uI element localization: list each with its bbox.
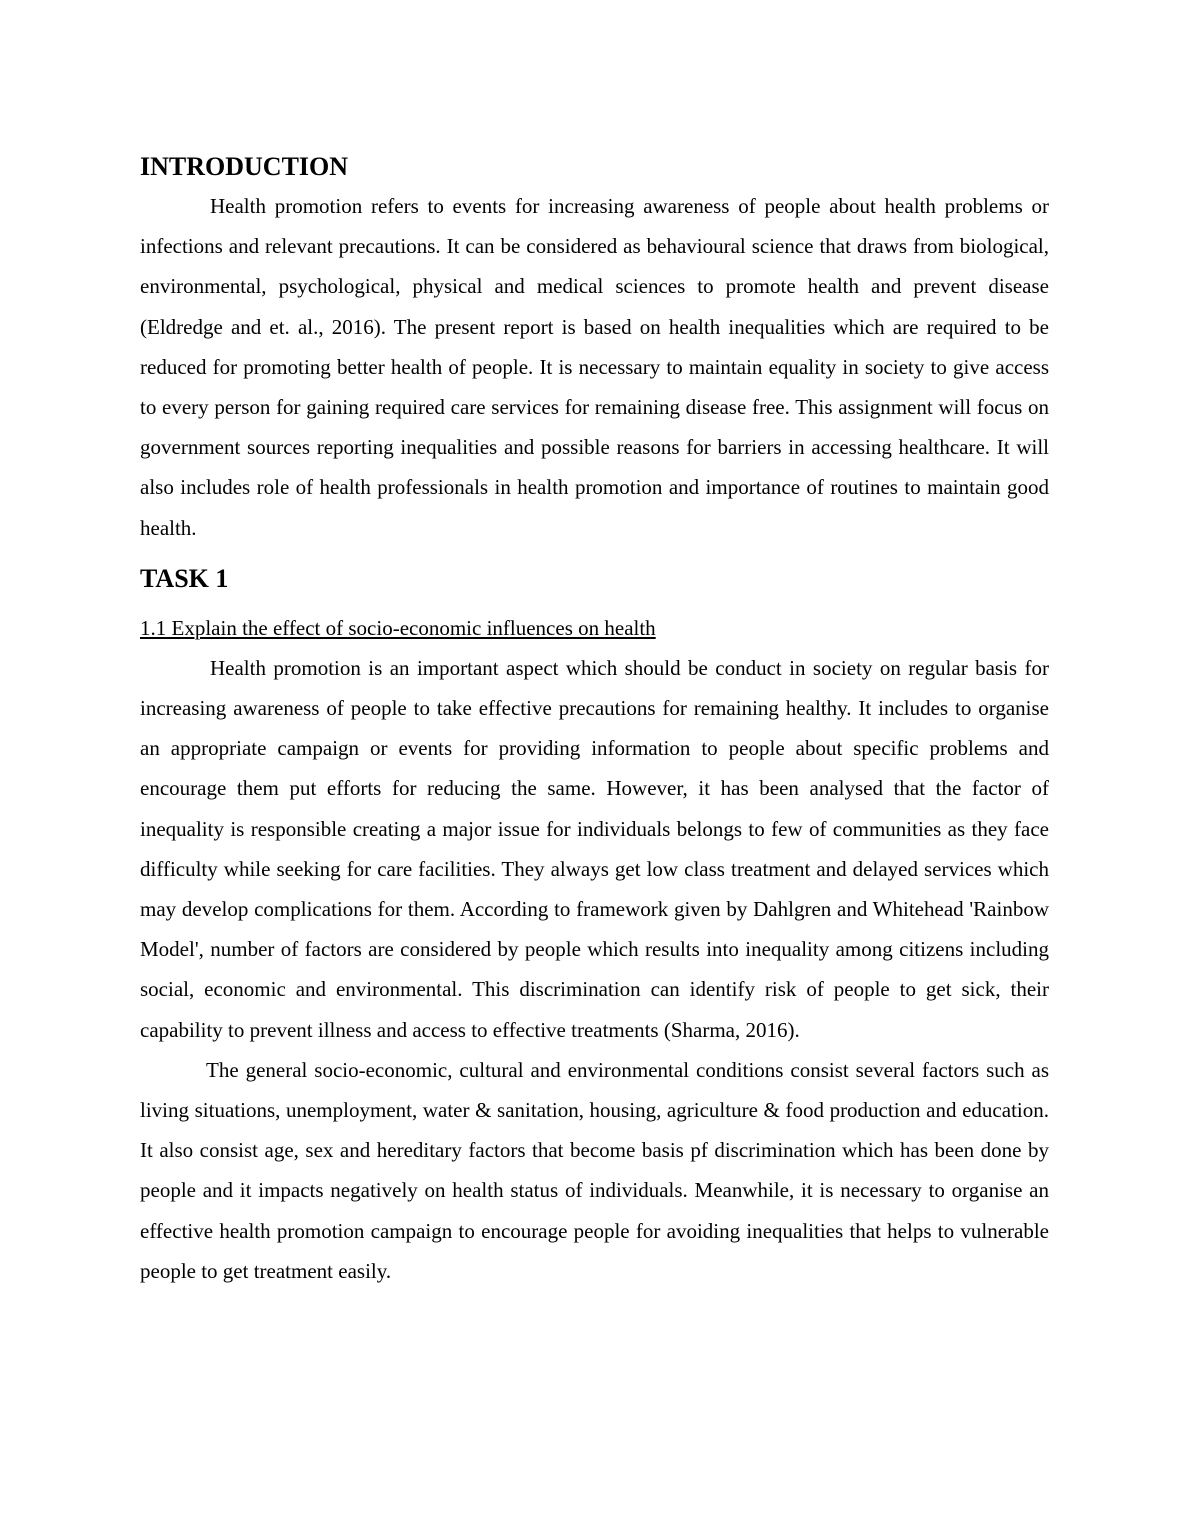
document-page — [140, 150, 1049, 1291]
introduction-section — [140, 150, 1049, 548]
subsection-1-1-paragraph-1: Health promotion is an important aspect which should be conduct in society on regular basis for increasing awareness of people to take effective precautions for remaining healthy. It includes to organise an appropriate campaign or events for providing information to people about specific problems and encourage them put efforts for reducing the same. However, it has been analysed that the factor of inequality is responsible creating a major issue for individuals belongs to few of communities as they face difficulty while seeking for care facilities. They always get low class treatment and delayed services which may develop complications for them. According to framework given by Dahlgren and Whitehead 'Rainbow Model', number of factors are considered by people which results into inequality among citizens including social, economic and environmental. This discrimination can identify risk of people to get sick, their capability to prevent illness and access to effective treatments (Sharma, 2016). — [140, 655, 1049, 1042]
introduction-paragraph: Health promotion refers to events for increasing awareness of people about health problems or infections and relevant precautions. It can be considered as behavioural science that draws from biological, environmental, psychological, physical and medical sciences to promote health and prevent disease (Eldredge and et. al., 2016). The present report is based on health inequalities which are required to be reduced for promoting better health of people. It is necessary to maintain equality in society to give access to every person for gaining required care services for remaining disease free. This assignment will focus on government sources reporting inequalities and possible reasons for barriers in accessing healthcare. It will also includes role of health professionals in health promotion and importance of routines to maintain good health. — [140, 194, 1049, 540]
task1-heading: TASK 1 — [140, 563, 229, 593]
subsection-1-1-paragraph-2: The general socio-economic, cultural and environmental conditions consist several factors such as living situations, unemployment, water & sanitation, housing, agriculture & food production and education. It also consist age, sex and hereditary factors that become basis pf discrimination which has been done by people and it impacts negatively on health status of individuals. Meanwhile, it is necessary to organise an effective health promotion campaign to encourage people for avoiding inequalities that helps to vulnerable people to get treatment easily. — [140, 1057, 1049, 1283]
task1-section — [140, 562, 1049, 1291]
subsection-1-1-title: 1.1 Explain the effect of socio-economic influences on health — [140, 615, 656, 640]
introduction-heading: INTRODUCTION — [140, 152, 349, 181]
